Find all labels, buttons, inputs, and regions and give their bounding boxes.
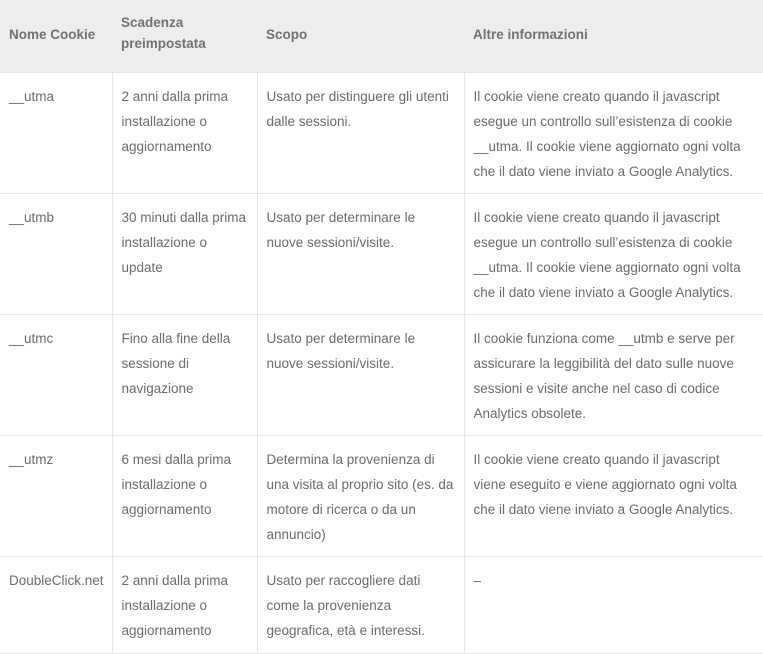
cookie-table-header — [0, 0, 763, 72]
cell-purpose: Determina la provenienza di una visita al proprio sito (es. da motore di ricerca o da un annuncio) — [257, 435, 464, 556]
cell-purpose: Usato per determinare le nuove sessioni/visite. — [257, 193, 464, 314]
cell-expiry: Fino alla fine della sessione di navigazione — [112, 314, 257, 435]
cell-cookie-name: __utmz — [0, 435, 112, 556]
table-row — [0, 556, 763, 653]
table-row — [0, 72, 763, 193]
header-more-info: Altre informazioni — [473, 27, 588, 42]
cell-cookie-name: DoubleClick.net — [0, 556, 112, 653]
cell-cookie-name: __utmc — [0, 314, 112, 435]
cell-purpose: Usato per distinguere gli utenti dalle sessioni. — [257, 72, 464, 193]
table-row — [0, 193, 763, 314]
cell-purpose: Usato per determinare le nuove sessioni/visite. — [257, 314, 464, 435]
header-cookie-name: Nome Cookie — [9, 27, 96, 42]
cell-purpose: Usato per raccogliere dati come la provenienza geografica, età e interessi. — [257, 556, 464, 653]
cell-expiry: 2 anni dalla prima installazione o aggiornamento — [112, 72, 257, 193]
cell-more-info: Il cookie viene creato quando il javascript esegue un controllo sull’esistenza di cookie __utma. Il cookie viene aggiornato ogni volta che il dato viene inviato a Google Analytics. — [464, 193, 763, 314]
cell-more-info: Il cookie viene creato quando il javascript viene eseguito e viene aggiornato ogni volta che il dato viene inviato a Google Analytics. — [464, 435, 763, 556]
cookie-table-body — [0, 72, 763, 653]
cell-expiry: 6 mesi dalla prima installazione o aggiornamento — [112, 435, 257, 556]
cell-cookie-name: __utmb — [0, 193, 112, 314]
cell-expiry: 30 minuti dalla prima installazione o update — [112, 193, 257, 314]
cell-expiry: 2 anni dalla prima installazione o aggiornamento — [112, 556, 257, 653]
header-row — [0, 0, 763, 72]
header-purpose: Scopo — [266, 27, 308, 42]
table-row — [0, 314, 763, 435]
cell-more-info: Il cookie funziona come __utmb e serve per assicurare la leggibilità del dato sulle nuove sessioni e visite anche nel caso di codice Analytics obsolete. — [464, 314, 763, 435]
cell-more-info: Il cookie viene creato quando il javascript esegue un controllo sull’esistenza di cookie __utma. Il cookie viene aggiornato ogni volta che il dato viene inviato a Google Analytics. — [464, 72, 763, 193]
cell-cookie-name: __utma — [0, 72, 112, 193]
cell-more-info: – — [464, 556, 763, 653]
header-expiry: Scadenza preimpostata — [121, 15, 206, 51]
table-row — [0, 435, 763, 556]
